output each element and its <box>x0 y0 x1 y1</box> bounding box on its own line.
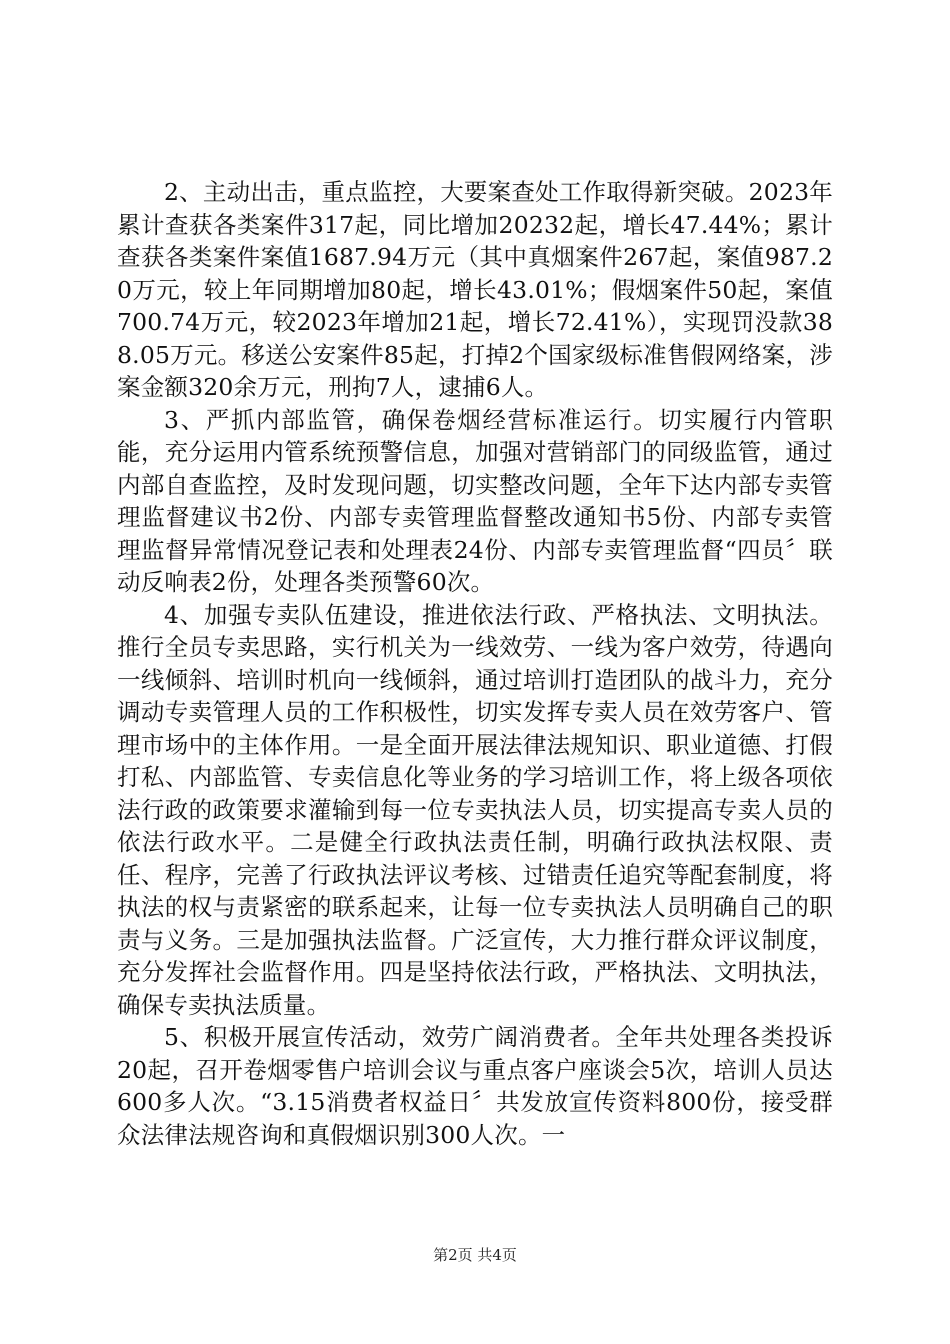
paragraph-2-case-investigation: 2、主动出击，重点监控，大要案查处工作取得新突破。2023年累计查获各类案件317起，同比增加20232起，增长47.44%；累计查获各类案件案值1687.94万元（其中真烟案件267起，案值987.20万元，较上年同期增加80起，增长43.01%；假烟案件50起，案值700.74万元，较2023年增加21起，增长72.41%），实现罚没款388.05万元。移送公安案件85起，打掉2个国家级标准售假网络案，涉案金额320余万元，刑拘7人，逮捕6人。 <box>117 178 833 401</box>
paragraph-4-team-building: 4、加强专卖队伍建设，推进依法行政、严格执法、文明执法。推行全员专卖思路，实行机关为一线效劳、一线为客户效劳，待遇向一线倾斜、培训时机向一线倾斜，通过培训打造团队的战斗力，充分调动专卖管理人员的工作积极性，切实发挥专卖人员在效劳客户、管理市场中的主体作用。一是全面开展法律法规知识、职业道德、打假打私、内部监管、专卖信息化等业务的学习培训工作，将上级各项依法行政的政策要求灌输到每一位专卖执法人员，切实提高专卖人员的依法行政水平。二是健全行政执法责任制，明确行政执法权限、责任、程序，完善了行政执法评议考核、过错责任追究等配套制度，将执法的权与责紧密的联系起来，让每一位专卖执法人员明确自己的职责与义务。三是加强执法监督。广泛宣传，大力推行群众评议制度，充分发挥社会监督作用。四是坚持依法行政，严格执法、文明执法，确保专卖执法质量。 <box>117 600 833 1019</box>
body-text <box>117 176 833 1151</box>
paragraph-3-internal-supervision: 3、严抓内部监管，确保卷烟经营标准运行。切实履行内管职能，充分运用内管系统预警信息，加强对营销部门的同级监管，通过内部自查监控，及时发现问题，切实整改问题，全年下达内部专卖管理监督建议书2份、内部专卖管理监督整改通知书5份、内部专卖管理监督异常情况登记表和处理表24份、内部专卖管理监督“四员〞联动反响表2份，处理各类预警60次。 <box>117 405 833 596</box>
page-footer: 第2页 共4页 <box>433 1246 517 1264</box>
paragraph-5-publicity: 5、积极开展宣传活动，效劳广阔消费者。全年共处理各类投诉20起，召开卷烟零售户培训会议与重点客户座谈会5次，培训人员达600多人次。“3.15消费者权益日〞共发放宣传资料800份，接受群众法律法规咨询和真假烟识别300人次。一 <box>117 1023 833 1149</box>
